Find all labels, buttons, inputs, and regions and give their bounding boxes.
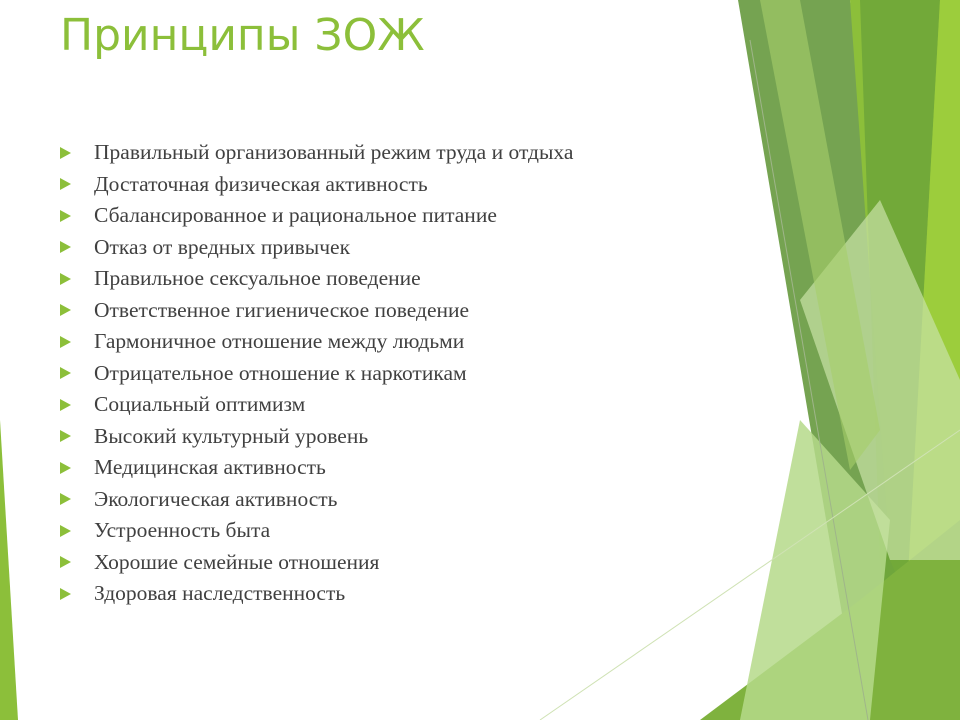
list-item: [60, 452, 573, 484]
list-item-text: Отказ от вредных привычек: [94, 234, 351, 259]
list-item-text: Устроенность быта: [94, 518, 271, 543]
triangle-right-icon: [60, 462, 71, 474]
list-item-text: Отрицательное отношение к наркотикам: [94, 360, 467, 385]
triangle-right-icon: [60, 147, 71, 159]
list-item-text: Ответственное гигиеническое поведение: [94, 297, 470, 322]
list-item: [60, 358, 573, 390]
list-item-text: Сбалансированное и рациональное питание: [94, 203, 497, 228]
bullet-list: [60, 137, 573, 610]
list-item-text: Достаточная физическая активность: [94, 171, 428, 196]
triangle-right-icon: [60, 430, 71, 442]
list-item-text: Правильное сексуальное поведение: [94, 266, 421, 291]
list-item: [60, 547, 573, 579]
list-item-text: Социальный оптимизм: [94, 392, 306, 417]
slide-title: Принципы ЗОЖ: [60, 10, 425, 61]
list-item-text: Медицинская активность: [94, 455, 326, 480]
triangle-right-icon: [60, 525, 71, 537]
triangle-right-icon: [60, 210, 71, 222]
list-item: [60, 169, 573, 201]
list-item: [60, 484, 573, 516]
list-item: [60, 137, 573, 169]
list-item-text: Хорошие семейные отношения: [94, 549, 380, 574]
list-item-text: Гармоничное отношение между людьми: [94, 329, 465, 354]
list-item: [60, 263, 573, 295]
decor-shape-left-green: [0, 420, 18, 720]
list-item: [60, 389, 573, 421]
list-item-text: Правильный организованный режим труда и отдыха: [94, 140, 574, 165]
triangle-right-icon: [60, 241, 71, 253]
list-item: [60, 326, 573, 358]
list-item-text: Высокий культурный уровень: [94, 423, 369, 448]
list-item: [60, 578, 573, 610]
list-item: [60, 295, 573, 327]
triangle-right-icon: [60, 178, 71, 190]
triangle-right-icon: [60, 399, 71, 411]
triangle-right-icon: [60, 556, 71, 568]
triangle-right-icon: [60, 273, 71, 285]
triangle-right-icon: [60, 336, 71, 348]
list-item: [60, 421, 573, 453]
list-item-text: Экологическая активность: [94, 486, 338, 511]
triangle-right-icon: [60, 493, 71, 505]
list-item: [60, 200, 573, 232]
list-item-text: Здоровая наследственность: [94, 581, 346, 606]
triangle-right-icon: [60, 588, 71, 600]
triangle-right-icon: [60, 304, 71, 316]
triangle-right-icon: [60, 367, 71, 379]
list-item: [60, 515, 573, 547]
list-item: [60, 232, 573, 264]
